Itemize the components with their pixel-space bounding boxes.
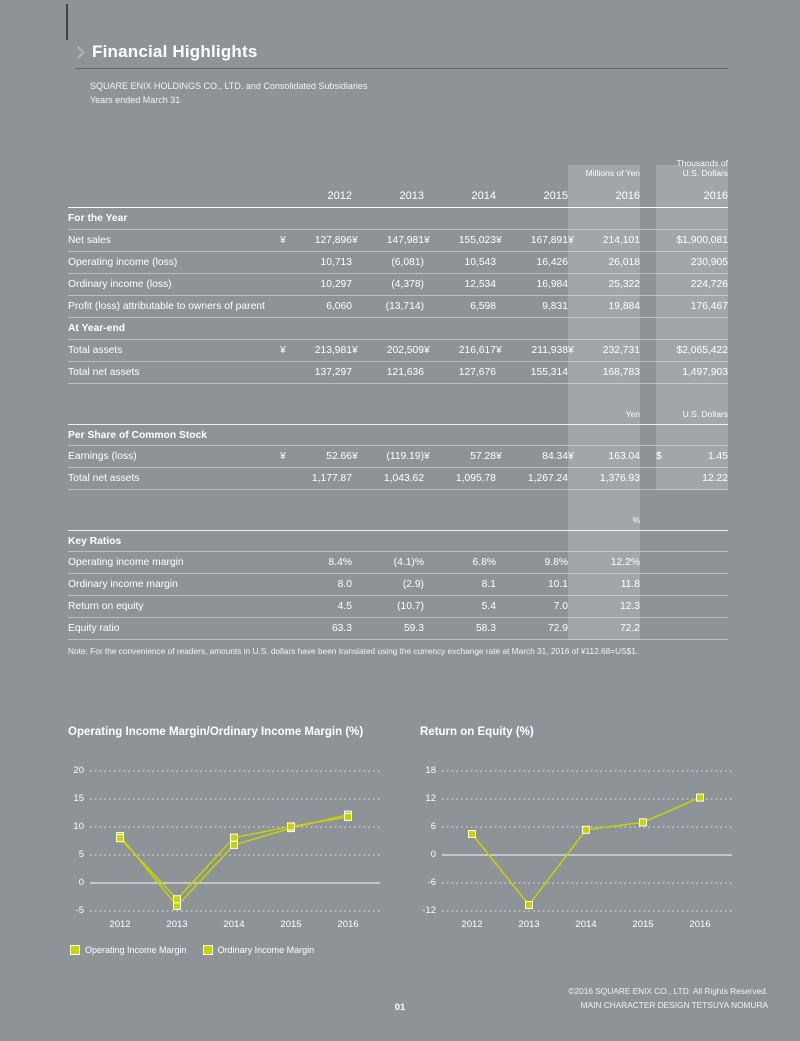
cell-value: 52.66	[326, 451, 352, 462]
row-label: Total assets	[68, 345, 123, 356]
x-axis	[420, 919, 732, 933]
table-cell	[280, 623, 352, 634]
cell-value: 213,981	[314, 345, 352, 356]
table-cell	[496, 557, 568, 568]
unit-label: U.S. Dollars	[682, 409, 728, 419]
cell-value: 211,938	[531, 345, 568, 356]
table-cell	[640, 345, 728, 356]
series-line	[472, 798, 700, 905]
cell-value: $1,900,081	[676, 235, 728, 246]
cell-value: 9.8%	[544, 557, 568, 568]
y-tick-label: 6	[430, 821, 436, 832]
financial-table	[68, 140, 728, 640]
series-line	[120, 815, 348, 906]
table-cell	[352, 367, 424, 378]
y-tick-label: 18	[425, 765, 436, 776]
currency-symbol: ¥	[424, 451, 430, 462]
table-row	[68, 552, 728, 574]
cell-value: 9,831	[542, 301, 568, 312]
table-cell	[496, 367, 568, 378]
table-cell	[640, 279, 728, 290]
data-point-marker	[174, 896, 181, 903]
currency-symbol: ¥	[496, 451, 502, 462]
cell-value: 1,376.93	[599, 473, 640, 484]
table-cell	[568, 623, 640, 634]
section-title: At Year-end	[68, 323, 126, 334]
table-row	[68, 596, 728, 618]
cell-value: 127,676	[458, 367, 496, 378]
row-label: Total net assets	[68, 367, 140, 378]
table-cell	[640, 451, 728, 462]
currency-symbol: ¥	[352, 235, 358, 246]
table-cell	[496, 473, 568, 484]
cell-value: 10.1	[547, 579, 568, 590]
row-label: Ordinary income (loss)	[68, 279, 172, 290]
cell-value: (10.7)	[397, 601, 424, 612]
table-cell	[496, 451, 568, 462]
table-cell	[424, 451, 496, 462]
table-cell	[280, 367, 352, 378]
cell-value: 202,509	[386, 345, 424, 356]
x-tick-label: 2013	[166, 919, 188, 930]
y-tick-label: 0	[430, 849, 436, 860]
currency-symbol: ¥	[352, 451, 358, 462]
row-label: Total net assets	[68, 473, 140, 484]
table-cell	[424, 623, 496, 634]
cell-value: 12.2%	[610, 557, 640, 568]
cell-value: 214,101	[602, 235, 640, 246]
y-tick-label: -12	[422, 905, 436, 916]
y-tick-label: 0	[78, 877, 84, 888]
data-point-marker	[345, 813, 352, 820]
table-cell	[280, 579, 352, 590]
section-header-row	[68, 318, 728, 340]
title-divider	[75, 68, 728, 69]
table-row	[68, 446, 728, 468]
cell-value: 57.28	[470, 451, 496, 462]
cell-value: (2.9)	[402, 579, 424, 590]
table-body	[68, 140, 728, 640]
table-cell	[496, 623, 568, 634]
cell-value: 137,297	[314, 367, 352, 378]
section-title: Key Ratios	[68, 535, 122, 547]
data-point-marker	[526, 901, 533, 908]
cell-value: 12.3	[619, 601, 640, 612]
table-cell	[640, 301, 728, 312]
cell-value: 8.0	[337, 579, 352, 590]
table-cell	[424, 601, 496, 612]
cell-value: 10,543	[464, 257, 496, 268]
legend-item	[203, 945, 315, 955]
cell-value: 163.04	[608, 451, 640, 462]
table-row	[68, 274, 728, 296]
table-cell	[568, 345, 640, 356]
table-cell	[280, 301, 352, 312]
cell-value: 6.8%	[472, 557, 496, 568]
page-number: 01	[394, 1002, 406, 1013]
table-cell	[424, 345, 496, 356]
row-label: Operating income (loss)	[68, 257, 178, 268]
y-tick-label: -5	[75, 905, 84, 916]
table-cell	[568, 601, 640, 612]
cell-value: 12,534	[464, 279, 496, 290]
copyright-line: ©2016 SQUARE ENIX CO., LTD. All Rights Reserved.	[568, 986, 768, 996]
table-cell	[568, 367, 640, 378]
table-row	[68, 618, 728, 640]
table-row	[68, 296, 728, 318]
table-cell	[352, 345, 424, 356]
data-point-marker	[231, 834, 238, 841]
table-row	[68, 230, 728, 252]
table-row	[68, 362, 728, 384]
table-cell	[424, 235, 496, 246]
table-cell	[424, 557, 496, 568]
data-point-marker	[640, 819, 647, 826]
currency-symbol: ¥	[352, 345, 358, 356]
table-cell	[352, 623, 424, 634]
cell-value: 1,267.24	[527, 473, 568, 484]
data-point-marker	[231, 841, 238, 848]
y-axis	[420, 766, 442, 916]
row-label: Return on equity	[68, 601, 144, 612]
data-point-marker	[174, 902, 181, 909]
chart-body	[68, 766, 380, 916]
currency-symbol: ¥	[568, 345, 574, 356]
table-cell	[496, 301, 568, 312]
chart-title: Return on Equity (%)	[420, 726, 534, 738]
cell-value: (13,714)	[385, 301, 424, 312]
cell-value: 25,322	[608, 279, 640, 290]
cell-value: 19,884	[608, 301, 640, 312]
table-cell	[280, 473, 352, 484]
y-tick-label: 20	[73, 765, 84, 776]
company-subtitle: SQUARE ENIX HOLDINGS CO., LTD. and Consolidated Subsidiaries	[90, 81, 368, 91]
cell-value: 1,497,903	[682, 367, 728, 378]
cell-value: 8.1	[481, 579, 496, 590]
cell-value: 16,426	[536, 257, 568, 268]
table-cell	[424, 367, 496, 378]
table-cell	[568, 235, 640, 246]
row-label: Equity ratio	[68, 623, 120, 634]
cell-value: 155,314	[530, 367, 568, 378]
x-tick-label: 2012	[109, 919, 131, 930]
cell-value: 155,023	[458, 235, 496, 246]
section-title: For the Year	[68, 213, 128, 224]
cell-value: 84.34	[542, 451, 568, 462]
table-cell	[280, 235, 352, 246]
table-row	[68, 468, 728, 490]
table-cell	[424, 257, 496, 268]
table-cell	[496, 579, 568, 590]
plot-area	[442, 766, 732, 916]
chevron-right-icon	[72, 46, 85, 59]
year-column-header: 2013	[399, 189, 424, 202]
cell-value: 167,891	[530, 235, 568, 246]
cell-value: 232,731	[602, 345, 640, 356]
currency-symbol: ¥	[424, 345, 430, 356]
row-label: Ordinary income margin	[68, 579, 178, 590]
cell-value: 5.4	[481, 601, 496, 612]
cell-value: 216,617	[458, 345, 496, 356]
table-cell	[496, 257, 568, 268]
chart-title: Operating Income Margin/Ordinary Income Margin (%)	[68, 726, 364, 738]
x-tick-label: 2015	[280, 919, 302, 930]
table-cell	[496, 601, 568, 612]
cell-value: 127,896	[314, 235, 352, 246]
page-header	[74, 42, 258, 62]
table-cell	[352, 279, 424, 290]
currency-symbol: ¥	[496, 235, 502, 246]
x-axis	[68, 919, 380, 933]
table-cell	[496, 279, 568, 290]
table-cell	[352, 451, 424, 462]
table-cell	[424, 579, 496, 590]
y-tick-label: -6	[427, 877, 436, 888]
currency-symbol: ¥	[496, 345, 502, 356]
cell-value: 72.9	[547, 623, 568, 634]
cell-value: 10,297	[320, 279, 352, 290]
cell-value: 1.45	[707, 451, 728, 462]
legend-label: Ordinary Income Margin	[217, 945, 315, 955]
table-cell	[352, 235, 424, 246]
cell-value: 1,177.87	[311, 473, 352, 484]
table-cell	[568, 257, 640, 268]
y-tick-label: 15	[73, 793, 84, 804]
x-tick-label: 2014	[575, 919, 597, 930]
table-row	[68, 252, 728, 274]
cell-value: 4.5	[337, 601, 352, 612]
table-cell	[424, 279, 496, 290]
chart-legend	[70, 945, 380, 955]
cell-value: (4.1)%	[393, 557, 424, 568]
row-label: Operating income margin	[68, 557, 184, 568]
year-column-header: 2015	[543, 189, 568, 202]
chart-plot	[90, 766, 380, 916]
unit-label-line2: U.S. Dollars	[682, 167, 728, 178]
cell-value: $2,065,422	[676, 345, 728, 356]
unit-label-thousands-usd	[640, 159, 728, 178]
year-column-header: 2012	[327, 189, 352, 202]
table-cell	[640, 473, 728, 484]
section-title: Per Share of Common Stock	[68, 429, 208, 441]
row-label: Earnings (loss)	[68, 451, 137, 462]
data-point-marker	[697, 794, 704, 801]
table-cell	[568, 579, 640, 590]
y-tick-label: 10	[73, 821, 84, 832]
year-header-row	[68, 184, 728, 208]
cell-value: 1,043.62	[383, 473, 424, 484]
data-point-marker	[583, 826, 590, 833]
x-tick-label: 2016	[337, 919, 359, 930]
currency-symbol: $	[656, 451, 662, 462]
table-row	[68, 574, 728, 596]
table-cell	[280, 257, 352, 268]
chart-operating-ordinary-income-margin	[68, 726, 380, 955]
y-tick-label: 12	[425, 793, 436, 804]
footnote: Note: For the convenience of readers, amounts in U.S. dollars have been translated using the currency exchange rate at March 31, 2016 of ¥112.68=US$1.	[68, 646, 639, 656]
cell-value: (119.19)	[386, 451, 424, 462]
credit-line: MAIN CHARACTER DESIGN TETSUYA NOMURA	[580, 1000, 768, 1010]
cell-value: 224,726	[690, 279, 728, 290]
table-cell	[640, 235, 728, 246]
chart-plot	[442, 766, 732, 916]
table-cell	[568, 279, 640, 290]
cell-value: 230,905	[690, 257, 728, 268]
legend-label: Operating Income Margin	[85, 945, 187, 955]
unit-header-row	[68, 140, 728, 184]
unit-label-row	[68, 490, 728, 530]
legend-item	[70, 945, 187, 955]
cell-value: 58.3	[475, 623, 496, 634]
chart-body	[420, 766, 732, 916]
unit-label-millions-of-yen: Millions of Yen	[585, 168, 640, 178]
section-header-row	[68, 530, 728, 552]
table-cell	[352, 579, 424, 590]
currency-symbol: ¥	[424, 235, 430, 246]
unit-label: Yen	[625, 409, 640, 419]
cell-value: 7.0	[553, 601, 568, 612]
table-cell	[496, 345, 568, 356]
corner-mark	[66, 4, 68, 40]
cell-value: 1,095.78	[455, 473, 496, 484]
table-cell	[280, 601, 352, 612]
cell-value: 121,636	[386, 367, 424, 378]
x-tick-label: 2014	[223, 919, 245, 930]
currency-symbol: ¥	[280, 451, 286, 462]
table-cell	[640, 367, 728, 378]
cell-value: 59.3	[403, 623, 424, 634]
page-title: Financial Highlights	[92, 42, 258, 61]
section-header-row	[68, 208, 728, 230]
table-cell	[424, 473, 496, 484]
chart-return-on-equity	[420, 726, 732, 933]
x-tick-label: 2016	[689, 919, 711, 930]
series-line	[120, 817, 348, 899]
data-point-marker	[469, 831, 476, 838]
table-cell	[568, 473, 640, 484]
table-cell	[496, 235, 568, 246]
cell-value: 63.3	[331, 623, 352, 634]
cell-value: 168,783	[602, 367, 640, 378]
cell-value: 16,984	[536, 279, 568, 290]
x-tick-label: 2015	[632, 919, 654, 930]
y-tick-label: 5	[78, 849, 84, 860]
data-point-marker	[117, 835, 124, 842]
x-tick-label: 2012	[461, 919, 483, 930]
cell-value: 12.22	[702, 473, 728, 484]
table-cell	[568, 451, 640, 462]
year-column-header: 2014	[471, 189, 496, 202]
legend-swatch	[70, 945, 80, 955]
table-cell	[352, 557, 424, 568]
currency-symbol: ¥	[568, 235, 574, 246]
plot-area	[90, 766, 380, 916]
cell-value: 10,713	[320, 257, 352, 268]
table-cell	[280, 557, 352, 568]
table-cell	[352, 301, 424, 312]
period-subtitle: Years ended March 31	[90, 95, 181, 105]
cell-value: (4,378)	[391, 279, 424, 290]
table-cell	[640, 257, 728, 268]
cell-value: 6,598	[470, 301, 496, 312]
cell-value: 147,981	[386, 235, 424, 246]
currency-symbol: ¥	[280, 235, 286, 246]
unit-label-row	[68, 384, 728, 424]
unit-label-line1: Thousands of	[676, 158, 728, 168]
table-cell	[352, 601, 424, 612]
year-column-header: 2016	[703, 189, 728, 202]
data-point-marker	[288, 823, 295, 830]
legend-swatch	[203, 945, 213, 955]
cell-value: 176,467	[690, 301, 728, 312]
cell-value: 8.4%	[328, 557, 352, 568]
year-column-header: 2016	[615, 189, 640, 202]
table-cell	[280, 451, 352, 462]
unit-label: %	[632, 515, 640, 525]
table-cell	[280, 279, 352, 290]
currency-symbol: ¥	[568, 451, 574, 462]
y-axis	[68, 766, 90, 916]
cell-value: 72.2	[619, 623, 640, 634]
table-cell	[352, 257, 424, 268]
table-cell	[568, 557, 640, 568]
table-cell	[280, 345, 352, 356]
currency-symbol: ¥	[280, 345, 286, 356]
table-cell	[424, 301, 496, 312]
cell-value: 26,018	[608, 257, 640, 268]
x-tick-label: 2013	[518, 919, 540, 930]
row-label: Profit (loss) attributable to owners of parent	[68, 301, 265, 312]
row-label: Net sales	[68, 235, 111, 246]
table-cell	[352, 473, 424, 484]
table-row	[68, 340, 728, 362]
cell-value: 11.8	[620, 579, 640, 590]
cell-value: (6,081)	[391, 257, 424, 268]
section-header-row	[68, 424, 728, 446]
table-cell	[568, 301, 640, 312]
cell-value: 6,060	[326, 301, 352, 312]
